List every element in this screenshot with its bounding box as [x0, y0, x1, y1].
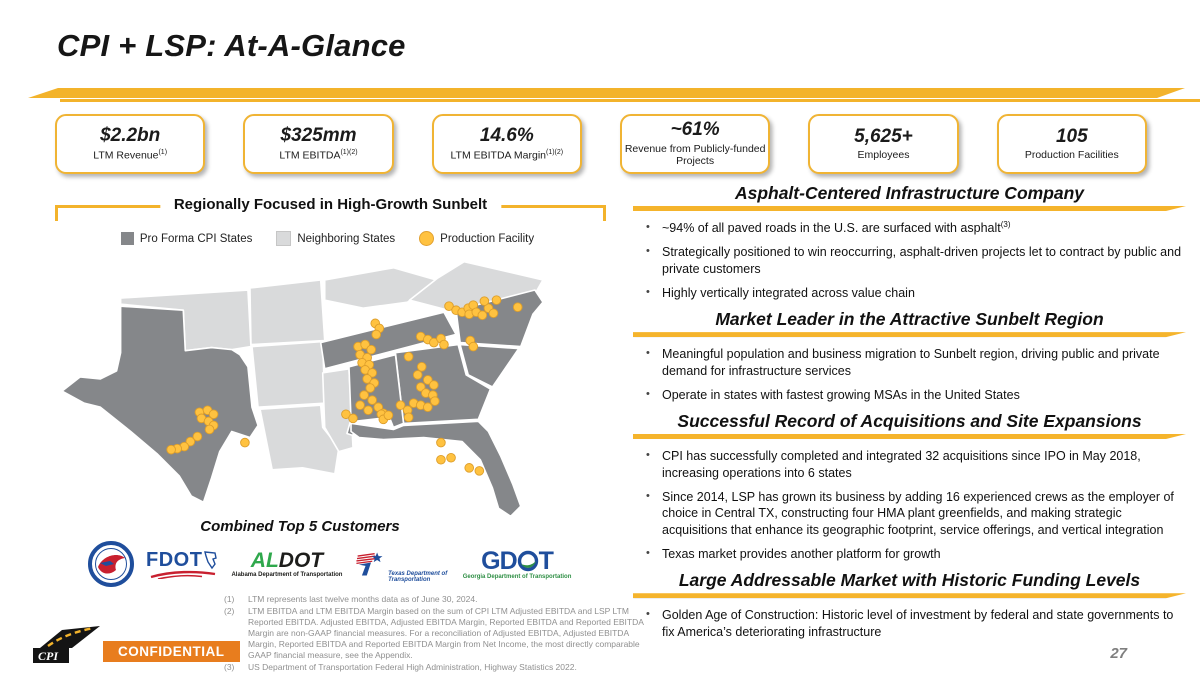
gdot-text-gd: GD [481, 546, 517, 575]
facility-dot-swatch [419, 231, 434, 246]
section-market-leader [633, 309, 1186, 403]
section-heading: Asphalt-Centered Infrastructure Company [734, 183, 1085, 203]
heading-underline [633, 593, 1186, 598]
gdot-peach-o-icon [517, 549, 539, 573]
gdot-logo [462, 546, 572, 580]
cpi-road-icon [32, 626, 100, 664]
txdot-logo [354, 544, 450, 584]
stat-label: LTM Revenue$^{(1)}$ [93, 149, 168, 162]
heading-underline [633, 206, 1186, 211]
section-addressable-market [633, 570, 1186, 640]
section-asphalt-centered [633, 183, 1186, 302]
stat-label: Production Facilities [1024, 149, 1119, 162]
bullet: • CPI has successfully completed and integrated 32 acquisitions since IPO in May 2018, increasing operations into 6 states [643, 448, 1186, 481]
bullet-list [633, 607, 1186, 640]
stat-label: LTM EBITDA Margin$^{(1)(2)}$ [450, 149, 564, 162]
footnote-1: (1) LTM represents last twelve months data as of June 30, 2024. [224, 594, 478, 604]
map-legend [55, 231, 600, 246]
bullet: • Golden Age of Construction: Historic level of investment by federal and state governments to fix America’s deteriorating infrastructure [643, 607, 1186, 640]
title-ribbon [28, 88, 1185, 98]
fdot-logo [146, 550, 219, 579]
section-heading: Large Addressable Market with Historic Funding Levels [678, 570, 1141, 591]
stat-value: 5,625+ [854, 125, 913, 147]
bullet-list [633, 448, 1186, 563]
right-column [633, 183, 1186, 648]
aldot-logo [231, 550, 342, 578]
stat-box-ltm-ebitda [243, 114, 393, 174]
gdot-text-t: T [538, 546, 553, 575]
bullet: • ~94% of all paved roads in the U.S. are surfaced with asphalt$^{(3)}$ [643, 220, 1186, 237]
footnote-2: (2) LTM EBITDA and LTM EBITDA Margin based on the sum of CPI LTM Adjusted EBITDA and LSP LTM Reported EBITDA. Adjusted EBITDA, Adjusted EBITDA Margin, Reported EBITDA and Reported EBITDA Margin are non-GAAP financial measures. For a reconciliation of Adjusted EBITDA, Adjusted EBITDA Margin, Reported EBITDA and Reported EBITDA Margin from Net Income, the most directly comparable GAAP financial measure, see the Appendix. [224, 606, 644, 661]
page-title: CPI + LSP: At-A-Glance [57, 28, 406, 63]
footnote-3: (3) US Department of Transportation Federal High Administration, Highway Statistics 2022. [224, 662, 577, 673]
heading-underline [633, 332, 1186, 337]
txdot-caption: Texas Department of Transportation [388, 570, 448, 584]
footnotes [224, 594, 644, 674]
legend-item-facility [419, 231, 534, 246]
txdot-flag-icon [354, 544, 386, 584]
stat-label: Revenue from Publicly-funded Projects [624, 143, 766, 168]
stat-label: Employees [857, 149, 910, 162]
section-acquisitions [633, 411, 1186, 563]
map-section-title: Regionally Focused in High-Growth Sunbelt [160, 196, 501, 213]
stat-value: ~61% [670, 119, 720, 141]
gdot-caption: Georgia Department of Transportation [462, 573, 572, 580]
bullet: • Meaningful population and business migration to Sunbelt region, driving public and private demand for infrastructure services [643, 346, 1186, 379]
bullet: • Highly vertically integrated across value chain [643, 285, 1186, 302]
aldot-text: ALDOT [250, 549, 324, 572]
stat-box-row [55, 114, 1147, 174]
svg-text:CPI: CPI [38, 649, 59, 663]
legend-label: Pro Forma CPI States [139, 232, 253, 245]
confidential-badge: CONFIDENTIAL [103, 641, 240, 662]
stat-box-ltm-revenue [55, 114, 205, 174]
bullet: • Operate in states with fastest growing MSAs in the United States [643, 387, 1186, 404]
fdot-text: FDOT [146, 548, 203, 571]
stat-value: $2.2bn [100, 125, 161, 147]
aldot-caption: Alabama Department of Transportation [231, 572, 343, 578]
customers-title: Combined Top 5 Customers [200, 518, 400, 535]
us-southeast-map [60, 253, 545, 519]
legend-item-neighboring [276, 231, 395, 246]
dark-state-swatch [121, 232, 134, 245]
stat-box-public-revenue [620, 114, 770, 174]
stat-label: LTM $EBITDA^{(1)(2)}$ [279, 149, 358, 162]
bullet: • Since 2014, LSP has grown its business by adding 16 experienced crews as the employer of choice in Central TX, constructing four HMA plant greenfields, and making strategic acquisitions that enhance its geographic footprint, service offerings, and vertical integration [643, 489, 1186, 539]
bullet: • Texas market provides another platform for growth [643, 546, 1186, 563]
state-arkansas [252, 342, 325, 408]
state-missouri [250, 280, 325, 345]
section-heading: Successful Record of Acquisitions and Site Expansions [677, 411, 1142, 432]
light-state-swatch [276, 231, 291, 246]
sunbelt-map [60, 253, 545, 519]
title-ribbon-underline [60, 99, 1200, 102]
state-florida [351, 421, 521, 516]
stat-box-employees [808, 114, 958, 174]
stat-value: $325mm [280, 125, 357, 147]
map-section-bracket [55, 196, 606, 221]
cpi-logo [32, 626, 100, 669]
stat-box-ltm-ebitda-margin [432, 114, 582, 174]
fdot-swoosh-icon [150, 570, 216, 579]
bullet-list [633, 346, 1186, 403]
ncdot-seal-icon [88, 541, 134, 587]
page-number: 27 [1110, 645, 1127, 662]
legend-item-pro-forma [121, 232, 252, 245]
stat-box-production-facilities [997, 114, 1147, 174]
bullet-list [633, 220, 1186, 302]
stat-value: 14.6% [479, 125, 534, 147]
stat-value: 105 [1055, 125, 1088, 147]
customer-logos [88, 540, 572, 588]
bullet: • Strategically positioned to win reoccurring, asphalt-driven projects let to contract by public and private customers [643, 244, 1186, 277]
legend-label: Neighboring States [297, 232, 396, 245]
florida-outline-icon [203, 550, 219, 570]
legend-label: Production Facility [440, 232, 535, 245]
section-heading: Market Leader in the Attractive Sunbelt Region [715, 309, 1104, 330]
ncdot-logo [88, 541, 134, 587]
heading-underline [633, 434, 1186, 439]
